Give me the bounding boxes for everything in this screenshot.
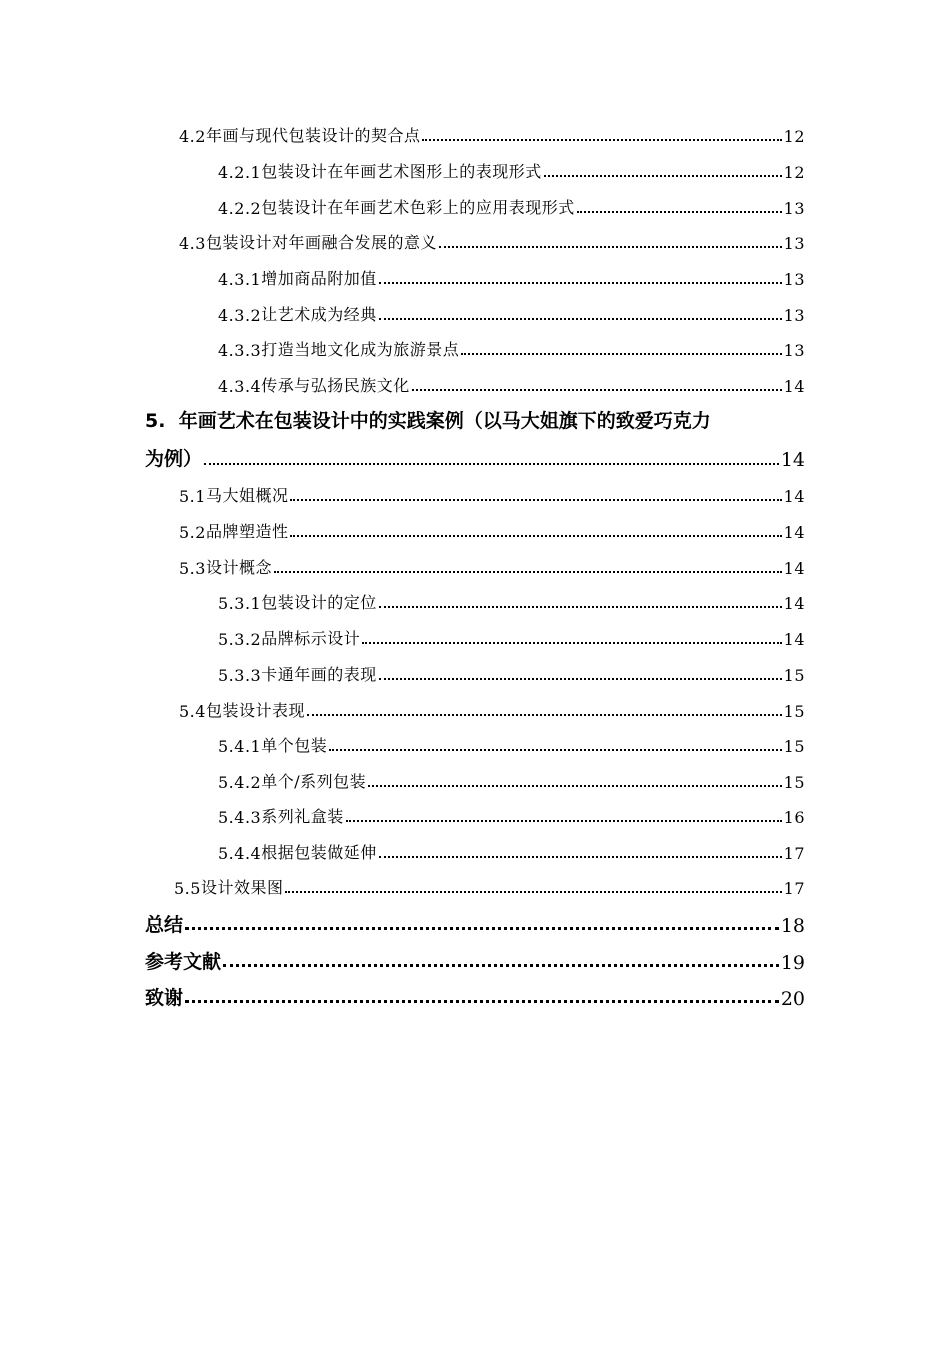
toc-entry-title: 品牌标示设计	[261, 629, 361, 648]
toc-entry-title: 单个包装	[261, 736, 328, 755]
toc-entry-number: 5.3.3	[218, 666, 262, 685]
toc-entry-5-4-3[interactable]	[218, 803, 805, 827]
toc-entry-number: 4.3	[179, 234, 206, 253]
toc-entry-number: 5.4.4	[218, 844, 262, 863]
toc-page-number: 14	[783, 594, 805, 613]
toc-entry-number: 5.5	[174, 879, 201, 898]
toc-entry-title: 增加商品附加值	[261, 269, 377, 288]
toc-entry-4-3[interactable]	[179, 229, 805, 253]
toc-page-number: 20	[780, 988, 805, 1010]
toc-page-number: 14	[780, 449, 805, 471]
dot-leader	[439, 245, 782, 248]
toc-entry-title: 包装设计的定位	[261, 593, 377, 612]
toc-entry-title: 单个/系列包装	[261, 772, 367, 791]
dot-leader	[223, 963, 779, 967]
toc-entry-4-3-3[interactable]	[218, 336, 805, 360]
toc-entry-4-3-2[interactable]	[218, 301, 805, 325]
toc-entry-title: 包装设计表现	[205, 701, 305, 720]
dot-leader	[379, 281, 782, 284]
toc-page-number: 14	[783, 487, 805, 506]
toc-page-number: 13	[783, 234, 805, 253]
toc-entry-title: 传承与弘扬民族文化	[261, 376, 410, 395]
dot-leader	[422, 138, 781, 141]
dot-leader	[285, 890, 781, 893]
toc-page-number: 17	[783, 879, 805, 898]
toc-entry-title: 根据包装做延伸	[261, 843, 377, 862]
toc-entry-number: 5.4.1	[218, 737, 262, 756]
toc-entry-title-line1	[145, 407, 805, 435]
toc-entry-4-3-4[interactable]	[218, 372, 805, 396]
toc-entry-number: 5.4.3	[218, 808, 262, 827]
dot-leader	[346, 819, 782, 822]
toc-entry-number: 4.2	[179, 127, 206, 146]
toc-entry-title: 卡通年画的表现	[261, 665, 377, 684]
dot-leader	[290, 498, 781, 501]
toc-page-number: 14	[783, 523, 805, 542]
toc-page-number: 13	[783, 341, 805, 360]
toc-page-number: 14	[783, 377, 805, 396]
toc-entry-5-1[interactable]	[179, 482, 805, 506]
toc-entry-title: 让艺术成为经典	[261, 305, 377, 324]
toc-page-number: 15	[783, 666, 805, 685]
toc-entry-references[interactable]	[145, 946, 805, 974]
toc-entry-5-2[interactable]	[179, 518, 805, 542]
toc-entry-conclusion[interactable]	[145, 909, 805, 937]
toc-entry-number: 5.3.2	[218, 630, 262, 649]
toc-entry-number: 4.2.2	[218, 199, 262, 218]
toc-page-number: 16	[783, 808, 805, 827]
toc-entry-number: 4.3.2	[218, 306, 262, 325]
toc-page-number: 13	[783, 306, 805, 325]
toc-page-number: 14	[783, 559, 805, 578]
toc-entry-title: 参考文献	[145, 951, 222, 973]
toc-entry-5[interactable]	[145, 407, 805, 435]
toc-entry-4-2-1[interactable]	[218, 158, 805, 182]
toc-entry-5-4[interactable]	[179, 697, 805, 721]
dot-leader	[379, 677, 782, 680]
toc-page-number: 13	[783, 270, 805, 289]
toc-entry-title: 品牌塑造性	[205, 522, 289, 541]
toc-entry-title: 包装设计对年画融合发展的意义	[205, 233, 437, 252]
dot-leader	[274, 570, 782, 573]
toc-entry-number: 5.	[145, 410, 166, 432]
toc-entry-4-3-1[interactable]	[218, 265, 805, 289]
toc-entry-title: 包装设计在年画艺术色彩上的应用表现形式	[261, 198, 575, 217]
toc-entry-4-2-2[interactable]	[218, 194, 805, 218]
toc-entry-5-4-1[interactable]	[218, 732, 805, 756]
dot-leader	[379, 855, 782, 858]
toc-page-number: 12	[783, 127, 805, 146]
dot-leader	[290, 534, 781, 537]
toc-entry-title: 设计概念	[205, 558, 272, 577]
dot-leader	[412, 388, 782, 391]
toc-entry-number: 5.3.1	[218, 594, 262, 613]
toc-entry-5-4-2[interactable]	[218, 768, 805, 792]
toc-entry-4-2[interactable]	[179, 122, 805, 146]
toc-page-number: 18	[780, 915, 805, 937]
toc-entry-title-line2: 为例）	[145, 448, 203, 470]
toc-entry-5-continued[interactable]	[145, 443, 805, 471]
toc-entry-title: 总结	[145, 914, 184, 936]
dot-leader	[185, 926, 779, 930]
toc-entry-number: 4.3.1	[218, 270, 262, 289]
dot-leader	[204, 462, 779, 465]
toc-page-number: 14	[783, 630, 805, 649]
toc-entry-number: 4.2.1	[218, 163, 262, 182]
toc-entry-number: 5.4	[179, 702, 206, 721]
toc-entry-5-5[interactable]	[174, 874, 805, 898]
dot-leader	[185, 999, 779, 1003]
dot-leader	[379, 605, 782, 608]
toc-entry-number: 5.1	[179, 487, 206, 506]
toc-entry-number: 5.4.2	[218, 773, 262, 792]
toc-entry-title: 包装设计在年画艺术图形上的表现形式	[261, 162, 542, 181]
dot-leader	[362, 641, 781, 644]
dot-leader	[329, 748, 781, 751]
toc-entry-title: 打造当地文化成为旅游景点	[261, 340, 460, 359]
toc-entry-5-3[interactable]	[179, 554, 805, 578]
toc-page-number: 15	[783, 737, 805, 756]
toc-entry-title: 马大姐概况	[205, 486, 289, 505]
dot-leader	[577, 210, 782, 213]
dot-leader	[368, 784, 782, 787]
dot-leader	[544, 174, 782, 177]
toc-page-number: 17	[783, 844, 805, 863]
toc-entry-5-3-3[interactable]	[218, 661, 805, 685]
toc-entry-5-4-4[interactable]	[218, 839, 805, 863]
toc-entry-title: 年画艺术在包装设计中的实践案例（以马大姐旗下的致爱巧克力	[178, 410, 711, 432]
toc-entry-5-3-1[interactable]	[218, 589, 805, 613]
toc-entry-5-3-2[interactable]	[218, 625, 805, 649]
toc-entry-number: 5.2	[179, 523, 206, 542]
dot-leader	[461, 352, 781, 355]
toc-entry-number: 4.3.3	[218, 341, 262, 360]
toc-entry-acknowledgements[interactable]	[145, 982, 805, 1010]
toc-entry-title: 系列礼盒装	[261, 807, 344, 826]
toc-entry-number: 4.3.4	[218, 377, 262, 396]
toc-page-number: 15	[783, 702, 805, 721]
toc-page-number: 13	[783, 199, 805, 218]
dot-leader	[307, 713, 782, 716]
toc-entry-title: 致谢	[145, 987, 184, 1009]
toc-entry-title: 设计效果图	[200, 878, 284, 897]
toc-entry-number: 5.3	[179, 559, 206, 578]
toc-entry-title: 年画与现代包装设计的契合点	[205, 126, 421, 145]
toc-page-number: 15	[783, 773, 805, 792]
toc-page-number: 12	[783, 163, 805, 182]
toc-page-number: 19	[780, 952, 805, 974]
dot-leader	[379, 317, 782, 320]
